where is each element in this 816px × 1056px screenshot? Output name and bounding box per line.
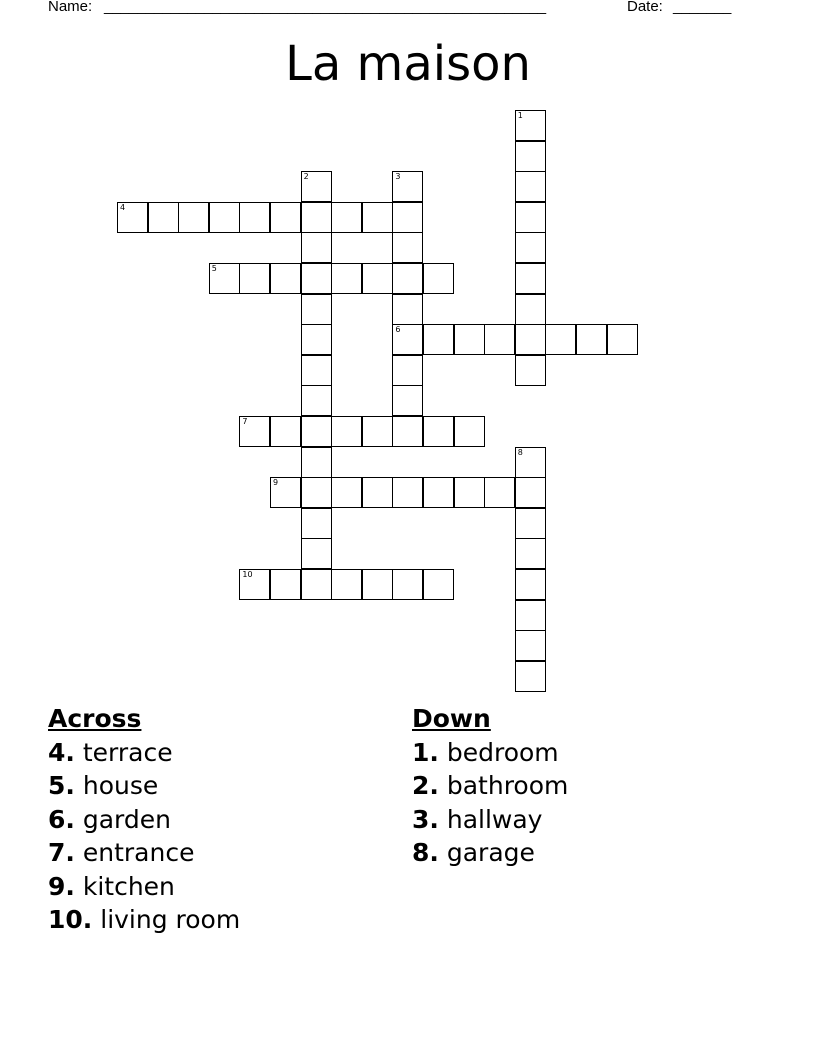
crossword-cell[interactable] xyxy=(331,263,362,294)
crossword-cell[interactable] xyxy=(362,477,393,508)
clue-item-text: house xyxy=(74,771,159,801)
date-blank[interactable]: _______ xyxy=(673,0,732,15)
crossword-cell[interactable] xyxy=(362,202,393,233)
crossword-cell[interactable] xyxy=(454,324,485,355)
crossword-cell[interactable] xyxy=(454,416,485,447)
crossword-cell[interactable] xyxy=(392,294,423,325)
clue-item-text: terrace xyxy=(74,738,173,767)
clue-item-text: bedroom xyxy=(438,738,559,767)
crossword-cell[interactable] xyxy=(209,263,240,294)
crossword-cell[interactable] xyxy=(392,569,423,600)
crossword-cell[interactable] xyxy=(301,202,332,233)
crossword-cell[interactable] xyxy=(515,508,546,539)
crossword-cell[interactable] xyxy=(607,324,638,355)
crossword-cell[interactable] xyxy=(515,232,546,263)
clue-item-number: 2. xyxy=(412,771,439,801)
clue-item-number: 5. xyxy=(48,771,75,801)
clue-number: 10 xyxy=(242,570,253,579)
crossword-cell[interactable] xyxy=(515,600,546,631)
crossword-cell[interactable] xyxy=(331,202,362,233)
crossword-cell[interactable] xyxy=(362,569,393,600)
crossword-cell[interactable] xyxy=(515,447,546,478)
crossword-cell[interactable] xyxy=(301,538,332,569)
crossword-cell[interactable] xyxy=(301,324,332,355)
crossword-cell[interactable] xyxy=(301,294,332,325)
date-label: Date: xyxy=(627,0,663,15)
crossword-cell[interactable] xyxy=(515,141,546,172)
crossword-cell[interactable] xyxy=(423,477,454,508)
clue-item xyxy=(48,870,240,903)
clue-item-number: 8. xyxy=(412,838,439,868)
crossword-cell[interactable] xyxy=(576,324,607,355)
crossword-cell[interactable] xyxy=(545,324,576,355)
crossword-cell[interactable] xyxy=(301,477,332,508)
clue-number: 4 xyxy=(120,202,126,212)
crossword-cell[interactable] xyxy=(178,202,209,233)
crossword-cell[interactable] xyxy=(454,477,485,508)
clue-item xyxy=(48,803,240,836)
crossword-cell[interactable] xyxy=(515,538,546,569)
crossword-cell[interactable] xyxy=(270,202,301,233)
clue-number: 1 xyxy=(517,111,523,120)
crossword-cell[interactable] xyxy=(301,416,332,447)
clue-number: 9 xyxy=(273,478,279,488)
crossword-cell[interactable] xyxy=(515,630,546,661)
crossword-cell[interactable] xyxy=(301,508,332,539)
crossword-cell[interactable] xyxy=(209,202,240,233)
crossword-cell[interactable] xyxy=(515,355,546,386)
crossword-cell[interactable] xyxy=(392,416,423,447)
crossword-cell[interactable] xyxy=(239,416,270,447)
crossword-cell[interactable] xyxy=(331,569,362,600)
name-blank[interactable]: _____________________________________________________ xyxy=(104,0,547,15)
crossword-cell[interactable] xyxy=(362,263,393,294)
crossword-cell[interactable] xyxy=(515,171,546,202)
crossword-cell[interactable] xyxy=(423,324,454,355)
clue-item-number: 6. xyxy=(48,804,75,834)
down-heading: Down xyxy=(412,704,491,733)
crossword-cell[interactable] xyxy=(239,202,270,233)
crossword-cell[interactable] xyxy=(423,569,454,600)
crossword-cell[interactable] xyxy=(484,477,515,508)
clue-number: 7 xyxy=(242,417,248,426)
crossword-cell[interactable] xyxy=(515,263,546,294)
crossword-cell[interactable] xyxy=(270,263,301,294)
crossword-cell[interactable] xyxy=(301,385,332,416)
crossword-cell[interactable] xyxy=(270,416,301,447)
clue-number: 2 xyxy=(303,172,309,182)
crossword-cell[interactable] xyxy=(270,569,301,600)
clue-item-number: 9. xyxy=(48,871,75,901)
crossword-cell[interactable] xyxy=(331,477,362,508)
crossword-cell[interactable] xyxy=(301,569,332,600)
crossword-cell[interactable] xyxy=(484,324,515,355)
clue-item-number: 10. xyxy=(48,905,93,935)
crossword-cell[interactable] xyxy=(331,416,362,447)
clue-item-number: 3. xyxy=(412,804,439,834)
crossword-cell[interactable] xyxy=(301,447,332,478)
crossword-cell[interactable] xyxy=(239,263,270,294)
clue-number: 5 xyxy=(211,264,217,273)
clue-item xyxy=(48,903,240,936)
clue-item xyxy=(412,836,568,869)
crossword-cell[interactable] xyxy=(423,263,454,294)
clue-item xyxy=(48,769,240,802)
crossword-cell[interactable] xyxy=(515,477,546,508)
crossword-cell[interactable] xyxy=(117,202,148,233)
crossword-cell[interactable] xyxy=(515,202,546,233)
crossword-cell[interactable] xyxy=(392,355,423,386)
crossword-cell[interactable] xyxy=(392,232,423,263)
crossword-cell[interactable] xyxy=(392,202,423,233)
crossword-cell[interactable] xyxy=(392,324,423,355)
clue-item-text: garage xyxy=(438,838,535,868)
down-clues xyxy=(412,702,568,870)
clue-item-text: living room xyxy=(92,905,241,935)
crossword-cell[interactable] xyxy=(515,110,546,141)
crossword-cell[interactable] xyxy=(392,385,423,416)
crossword-cell[interactable] xyxy=(515,294,546,325)
crossword-cell[interactable] xyxy=(392,263,423,294)
clue-item-number: 7. xyxy=(48,838,75,868)
clue-item xyxy=(412,736,568,769)
clue-item xyxy=(48,736,240,769)
crossword-cell[interactable] xyxy=(392,477,423,508)
crossword-cell[interactable] xyxy=(423,416,454,447)
clue-item xyxy=(48,836,240,869)
crossword-cell[interactable] xyxy=(301,232,332,263)
clue-item-text: entrance xyxy=(74,838,195,868)
crossword-cell[interactable] xyxy=(301,355,332,386)
crossword-cell[interactable] xyxy=(239,569,270,600)
clue-item-text: hallway xyxy=(438,804,543,834)
crossword-cell[interactable] xyxy=(301,171,332,202)
clue-item xyxy=(412,769,568,802)
clue-item-number: 4. xyxy=(48,738,75,767)
crossword-cell[interactable] xyxy=(515,324,546,355)
clue-number: 3 xyxy=(395,172,401,182)
clue-item-text: kitchen xyxy=(74,871,175,901)
clue-item-text: garden xyxy=(74,804,171,834)
crossword-cell[interactable] xyxy=(148,202,179,233)
across-clues xyxy=(48,702,240,936)
page-title: La maison xyxy=(285,36,531,92)
clue-number: 6 xyxy=(395,325,401,335)
crossword-cell[interactable] xyxy=(301,263,332,294)
crossword-cell[interactable] xyxy=(392,171,423,202)
across-heading: Across xyxy=(48,704,142,733)
down-list xyxy=(412,736,568,870)
crossword-cell[interactable] xyxy=(515,661,546,692)
crossword-cell[interactable] xyxy=(515,569,546,600)
clue-item-number: 1. xyxy=(412,738,439,767)
clue-item xyxy=(412,803,568,836)
name-label: Name: xyxy=(48,0,93,15)
clue-item-text: bathroom xyxy=(438,771,569,801)
across-list xyxy=(48,736,240,936)
crossword-cell[interactable] xyxy=(362,416,393,447)
crossword-cell[interactable] xyxy=(270,477,301,508)
clue-number: 8 xyxy=(517,447,523,457)
